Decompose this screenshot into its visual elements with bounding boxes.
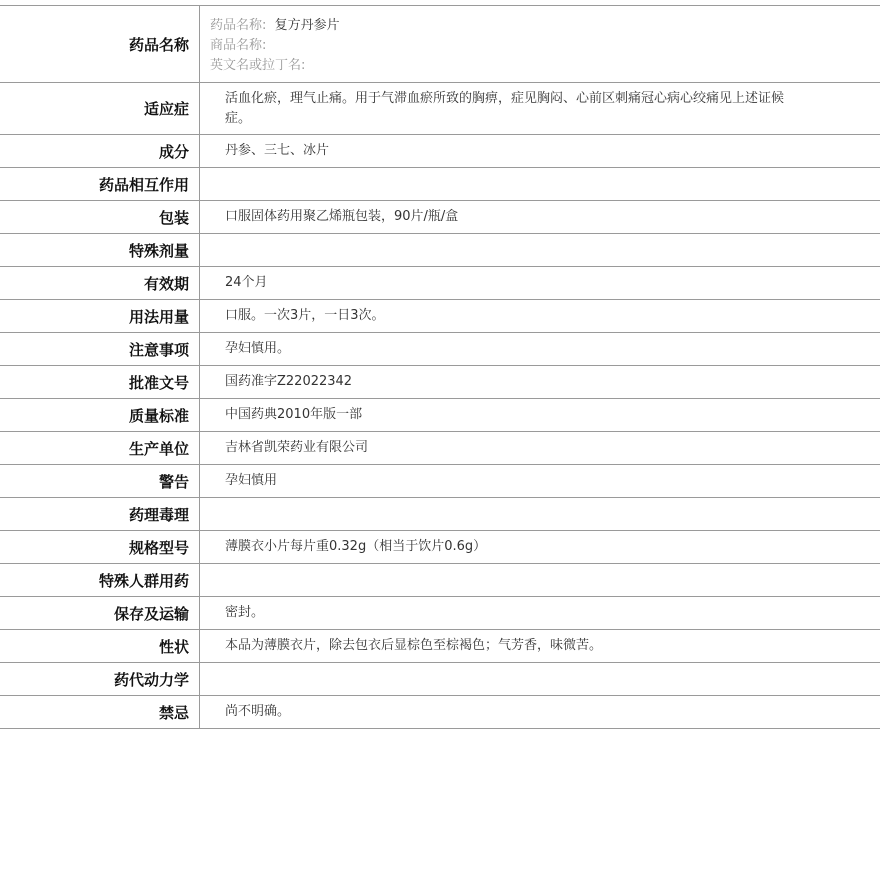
row-value: 吉林省凯荣药业有限公司: [225, 440, 369, 455]
row-label: 保存及运输: [0, 597, 200, 629]
drug-info-table: [0, 5, 880, 729]
row-label: 特殊剂量: [0, 234, 200, 266]
row-label: 性状: [0, 630, 200, 662]
row-label: 注意事项: [0, 333, 200, 365]
row-value: [200, 168, 880, 200]
row-special-dosage: [0, 234, 880, 267]
english-name-key: 英文名或拉丁名:: [210, 58, 306, 73]
row-value: 丹参、三七、冰片: [225, 143, 330, 158]
generic-name-value: 复方丹参片: [274, 18, 340, 33]
row-value: 薄膜衣小片每片重0.32g（相当于饮片0.6g）: [225, 539, 487, 554]
row-label: 成分: [0, 135, 200, 167]
row-value: [200, 234, 880, 266]
row-label: 质量标准: [0, 399, 200, 431]
row-label: 批准文号: [0, 366, 200, 398]
row-manufacturer: [0, 432, 880, 465]
generic-name-key: 药品名称:: [210, 18, 267, 33]
row-value: 尚不明确。: [225, 704, 291, 719]
row-precautions: [0, 333, 880, 366]
row-interactions: [0, 168, 880, 201]
row-label: 适应症: [0, 83, 200, 134]
english-name-line: [210, 56, 305, 76]
row-label: 有效期: [0, 267, 200, 299]
trade-name-line: [210, 36, 266, 56]
row-value: 孕妇慎用。: [225, 341, 291, 356]
drug-name-block: [200, 6, 880, 82]
row-value: 活血化瘀，理气止痛。用于气滞血瘀所致的胸痹，症见胸闷、心前区刺痛冠心病心绞痛见上述证候症。: [225, 90, 785, 126]
row-value: 口服固体药用聚乙烯瓶包装，90片/瓶/盒: [225, 209, 459, 224]
row-shelf-life: [0, 267, 880, 300]
row-label: 药品名称: [0, 6, 200, 82]
row-label: 生产单位: [0, 432, 200, 464]
row-label: 规格型号: [0, 531, 200, 563]
trade-name-key: 商品名称:: [210, 38, 267, 53]
row-ingredients: [0, 135, 880, 168]
row-pharmacology: [0, 498, 880, 531]
row-quality-standard: [0, 399, 880, 432]
row-warning: [0, 465, 880, 498]
row-value: [200, 564, 880, 596]
row-contraindications: [0, 696, 880, 729]
row-usage-dosage: [0, 300, 880, 333]
row-value: 24个月: [225, 275, 268, 290]
row-special-populations: [0, 564, 880, 597]
row-label: 药品相互作用: [0, 168, 200, 200]
row-value: 本品为薄膜衣片，除去包衣后显棕色至棕褐色；气芳香，味微苦。: [225, 638, 603, 653]
row-value: 密封。: [225, 605, 265, 620]
row-label: 药理毒理: [0, 498, 200, 530]
row-label: 特殊人群用药: [0, 564, 200, 596]
row-packaging: [0, 201, 880, 234]
row-value: 口服。一次3片，一日3次。: [225, 308, 385, 323]
row-description: [0, 630, 880, 663]
row-pharmacokinetics: [0, 663, 880, 696]
row-label: 药代动力学: [0, 663, 200, 695]
row-storage: [0, 597, 880, 630]
row-value: 孕妇慎用: [225, 473, 278, 488]
row-label: 警告: [0, 465, 200, 497]
row-value: [200, 498, 880, 530]
generic-name-line: [210, 16, 340, 36]
row-value: 中国药典2010年版一部: [225, 407, 363, 422]
row-label: 用法用量: [0, 300, 200, 332]
row-value: [200, 663, 880, 695]
row-label: 包装: [0, 201, 200, 233]
row-indications: [0, 83, 880, 135]
row-value: 国药准字Z22022342: [225, 374, 353, 389]
row-specification: [0, 531, 880, 564]
row-drug-name: [0, 5, 880, 83]
row-approval-number: [0, 366, 880, 399]
row-label: 禁忌: [0, 696, 200, 728]
